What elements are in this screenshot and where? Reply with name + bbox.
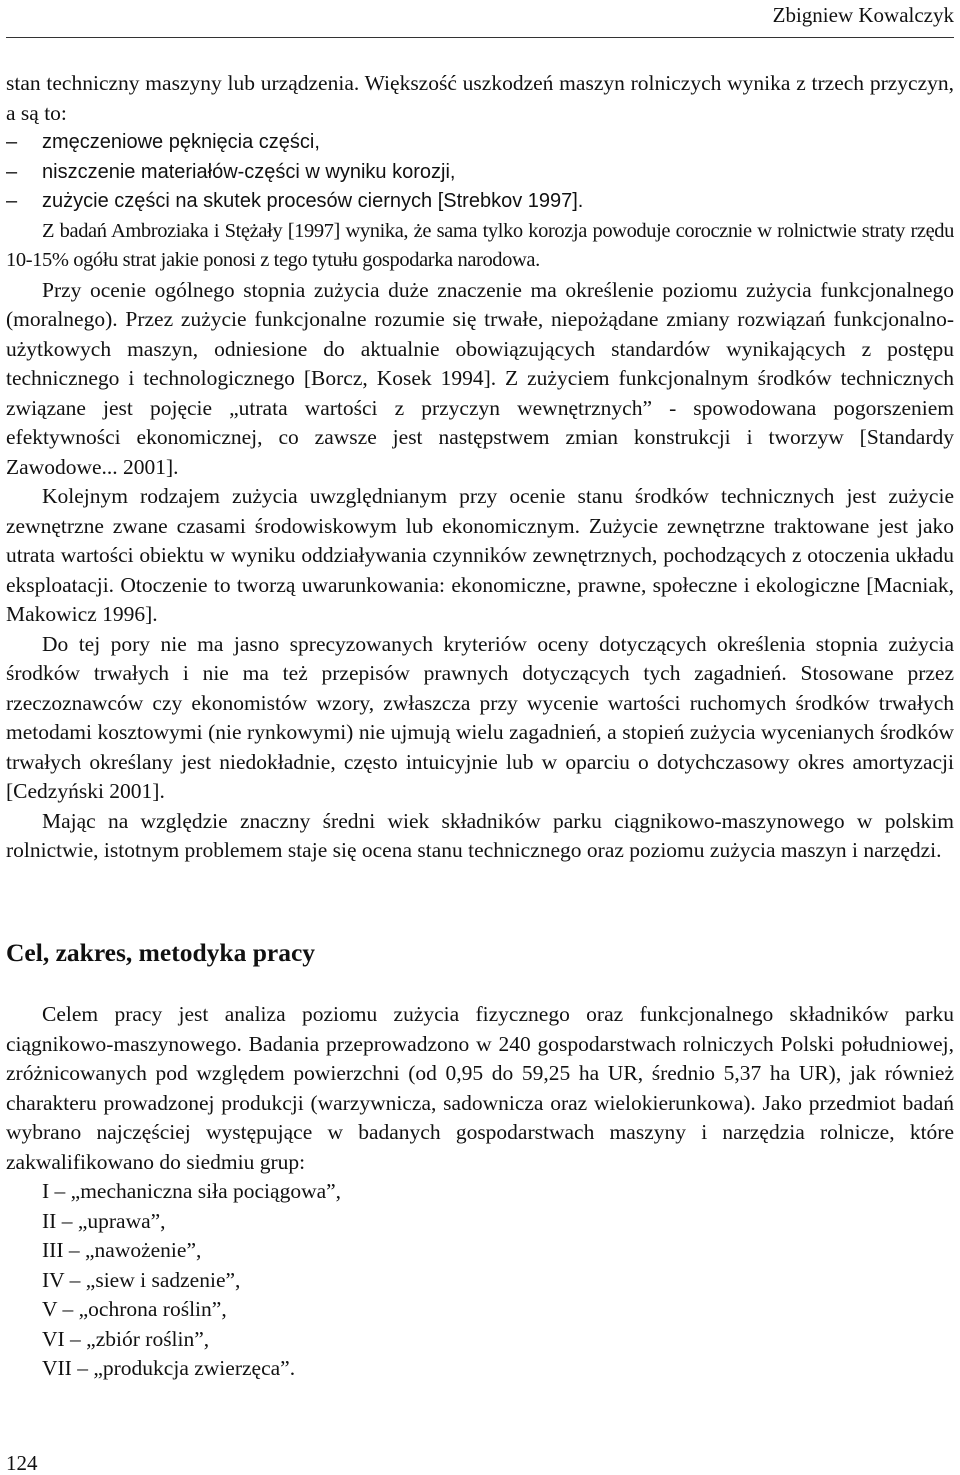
list-item: IV – „siew i sadzenie”, bbox=[42, 1267, 241, 1292]
method-text bbox=[6, 1000, 954, 1384]
list-item: I – „mechaniczna siła pociągowa”, bbox=[42, 1179, 342, 1203]
paragraph-functional-wear: Przy ocenie ogólnego stopnia zużycia duże znaczenie ma określenie poziomu zużycia funkcjonalnego (moralnego). Przez zużycie funkcjonalne rozumie się trwałe, niepożądane zmiany rozwiązań funkcjonalno-użytkowych maszyn, odniesione do aktualnie obowiązujących standardów wynikających z postępu technicznego i technologicznego [Borcz, Kosek 1994]. Z zużyciem funkcjonalnym środków technicznych związane jest pojęcie „utrata wartości z przyczyn wewnętrznych” - spowodowana pogorszeniem efektywności ekonomicznej, co zawsze jest następstwem zmian konstrukcji i tworzyw [Standardy Zawodowe... 2001]. bbox=[6, 277, 954, 479]
list-item: II – „uprawa”, bbox=[42, 1208, 166, 1233]
running-header-author: Zbigniew Kowalczyk bbox=[772, 3, 954, 27]
list-item: VI – „zbiór roślin”, bbox=[42, 1326, 210, 1351]
section-heading: Cel, zakres, metodyka pracy bbox=[6, 938, 316, 967]
list-item: V – „ochrona roślin”, bbox=[42, 1297, 227, 1321]
list-item-text: zużycie części na skutek procesów ciernych [Strebkov 1997]. bbox=[42, 190, 584, 212]
causes-list bbox=[6, 128, 954, 217]
list-item-text: zmęczeniowe pęknięcia części, bbox=[42, 131, 320, 153]
paragraph-intro: stan techniczny maszyny lub urządzenia. Większość uszkodzeń maszyn rolniczych wynika z trzech przyczyn, a są to: bbox=[6, 71, 954, 125]
dash-bullet: – bbox=[6, 190, 18, 212]
main-text bbox=[6, 69, 954, 866]
paragraph-problem: Mając na względzie znaczny średni wiek składników parku ciągnikowo-maszynowego w polskim rolnictwie, istotnym problemem staje się ocena stanu technicznego oraz poziomu zużycia maszyn i narzędzi. bbox=[6, 808, 954, 862]
paragraph-corrosion: Z badań Ambroziaka i Stężały [1997] wynika, że sama tylko korozja powoduje corocznie w rolnictwie straty rzędu 10-15% ogółu strat jakie ponosi z tego tytułu gospodarka narodowa. bbox=[6, 219, 954, 271]
page-number: 124 bbox=[6, 1451, 38, 1475]
header-divider bbox=[6, 37, 954, 38]
paragraph-aim: Celem pracy jest analiza poziomu zużycia fizycznego oraz funkcjonalnego składników parku ciągnikowo-maszynowego. Badania przeprowadzono w 240 gospodarstwach rolniczych Polski południowej, zróżnicowanych pod względem powierzchni (od 0,95 do 59,25 ha UR, średnio 5,37 ha UR), jak również charakteru prowadzonej produkcji (warzywnicza, sadownicza oraz wielokierunkowa). Jako przedmiot badań wybrano najczęściej występujące w badanych gospodarstwach maszyny i narzędzia rolnicze, które zakwalifikowano do siedmiu grup: bbox=[6, 1002, 954, 1174]
paragraph-criteria: Do tej pory nie ma jasno sprecyzowanych kryteriów oceny dotyczących określenia stopnia zużycia środków trwałych i nie ma też przepisów prawnych dotyczących tych zagadnień. Stosowane przez rzeczoznawców czy ekonomistów wzory, zwłaszcza przy wycenie wartości ruchomych środków trwałych metodami kosztowymi (nie rynkowymi) nie ujmują wielu zagadnień, a stopień zużycia wycenianych środków trwałych określany jest niedokładnie, często intuicyjnie lub w oparciu o dotychczasowy okres amortyzacji [Cedzyński 2001]. bbox=[6, 631, 954, 803]
list-item bbox=[6, 187, 954, 217]
list-item bbox=[6, 158, 954, 188]
list-item-text: niszczenie materiałów-części w wyniku korozji, bbox=[42, 160, 456, 183]
dash-bullet: – bbox=[6, 131, 18, 153]
paragraph-external-wear: Kolejnym rodzajem zużycia uwzględnianym przy ocenie stanu środków technicznych jest zużycie zewnętrzne zwane czasami środowiskowym lub ekonomicznym. Zużycie zewnętrzne traktowane jest jako utrata wartości obiektu w wyniku oddziaływania czynników zewnętrznych, pochodzących z otoczenia układu eksploatacji. Otoczenie to tworzą uwarunkowania: ekonomiczne, prawne, społeczne i ekologiczne [Macniak, Makowicz 1996]. bbox=[6, 484, 954, 626]
dash-bullet: – bbox=[6, 160, 18, 183]
machine-groups-list bbox=[6, 1177, 954, 1384]
list-item: VII – „produkcja zwierzęca”. bbox=[42, 1356, 296, 1380]
list-item bbox=[6, 128, 954, 158]
list-item: III – „nawożenie”, bbox=[42, 1238, 202, 1262]
